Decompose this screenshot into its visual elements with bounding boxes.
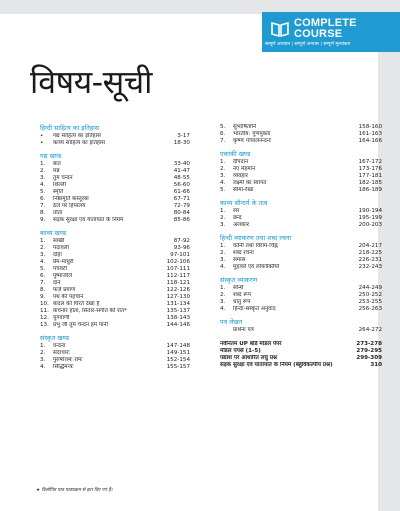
entry-title: सिद्धिमन्त्रः [53, 364, 74, 370]
entry-title: मॉडल पेपर्स (1-5) [220, 348, 261, 354]
section-heading: एकांकी खण्ड [220, 150, 251, 158]
entry-title: दोहा [53, 252, 62, 258]
toc-entry [40, 252, 190, 259]
toc-entry [220, 292, 382, 299]
entry-number: 1. [40, 238, 46, 244]
entry-number: 3. [220, 299, 226, 305]
entry-title: प्रार्थना पत्र [233, 327, 254, 333]
entry-number: 1. [220, 208, 226, 214]
entry-title: फर्ज़ प्रयाण [53, 287, 76, 293]
toc-entry [220, 173, 382, 180]
toc-entry [220, 159, 382, 166]
entry-number: 12. [40, 315, 49, 321]
book-icon [270, 19, 290, 39]
entry-page-range: 152-154 [166, 357, 190, 363]
entry-number: 5. [40, 266, 46, 272]
entry-page-range: 256-263 [358, 306, 382, 312]
entry-title: सदाचारः [53, 350, 70, 356]
toc-entry [220, 222, 382, 229]
entry-title: शिल्ली [53, 182, 67, 188]
entry-title: रस [233, 208, 240, 214]
entry-title: काव्य साहित्य का इतिहास [53, 140, 106, 146]
toc-entry [220, 264, 382, 271]
entry-page-range: 177-181 [358, 173, 382, 179]
entry-page-range: 200-203 [358, 222, 382, 228]
entry-page-range: 127-130 [166, 294, 190, 300]
entry-title: धातु रूप [233, 299, 251, 305]
entry-title: साखी [53, 238, 65, 244]
entry-number: 2. [40, 168, 46, 174]
toc-entry [220, 138, 382, 145]
entry-title: पुष्पांजलि [53, 273, 72, 279]
toc-entry [40, 182, 190, 189]
entry-number: • [40, 140, 44, 146]
toc-entry [40, 315, 190, 322]
toc-entry [220, 215, 382, 222]
entry-title: सड़क सुरक्षा एवं यातायात के नियम (बहुविकल्पीय प्रश्न) [220, 362, 333, 368]
section-heading: संस्कृत खण्ड [40, 334, 70, 342]
toc-section [40, 229, 190, 329]
toc-entry [220, 187, 382, 194]
entry-number: 8. [40, 287, 46, 293]
toc-section [40, 152, 190, 224]
entry-page-range: 149-151 [166, 350, 190, 356]
entry-title: ठेले पर हिमालय [53, 203, 86, 209]
entry-title: प्रभु जी तुम चन्दन हम पानी [53, 322, 108, 328]
toc-entry [40, 308, 190, 315]
entry-page-range: 182-185 [358, 180, 382, 186]
entry-number: 4. [220, 180, 226, 186]
entry-title: प्रेम-माधुरी [53, 259, 74, 265]
entry-number: 3. [40, 357, 46, 363]
entry-number: 1. [40, 161, 46, 167]
entry-number: 5. [40, 189, 46, 195]
entry-title: सीमा-रेखा [233, 187, 254, 193]
toc-entry [40, 273, 190, 280]
toc-entry [40, 294, 190, 301]
brand-title: COMPLETE COURSE [294, 17, 357, 40]
entry-page-range: 80-84 [173, 210, 190, 216]
entry-title: सड़क सुरक्षा एवं यातायात के नियम [53, 217, 124, 223]
toc-entry [40, 287, 190, 294]
toc-entry [40, 196, 190, 203]
entry-page-range: 310 [370, 362, 382, 368]
entry-number: 3. [220, 257, 226, 263]
entry-page-range: 250-252 [358, 292, 382, 298]
toc-section [40, 124, 190, 147]
entry-number [220, 327, 233, 334]
entry-page-range: 186-189 [358, 187, 382, 193]
entry-number: 3. [40, 252, 46, 258]
entry-title: लक्ष्मी का स्वागत [233, 180, 267, 186]
entry-page-range: 87-92 [173, 238, 190, 244]
entry-page-range: 299-309 [356, 355, 382, 361]
entry-page-range: 155-157 [166, 364, 190, 370]
entry-page-range: 158-160 [358, 124, 382, 130]
toc-entry [220, 180, 382, 187]
entry-page-range: 18-30 [173, 140, 190, 146]
toc-section [220, 318, 382, 334]
entry-number: • [40, 133, 44, 139]
brand-subtitle: सम्पूर्ण अध्ययन | सम्पूर्ण अभ्यास | सम्पूर्ण मूल्यांकन [265, 42, 351, 47]
toc-entry [40, 357, 190, 364]
entry-title: बादल को घिरते देखा है [53, 301, 100, 307]
entry-page-range: 56-60 [173, 182, 190, 188]
toc-entry [220, 348, 382, 355]
entry-title: दीपदान [233, 159, 249, 165]
entry-title: बात [53, 161, 61, 167]
entry-title: अलंकार [233, 222, 250, 228]
entry-number: 4. [220, 306, 226, 312]
toc-entry [220, 341, 382, 348]
toc-entry [40, 322, 190, 329]
brand-logo [262, 12, 400, 52]
entry-number: 2. [220, 215, 226, 221]
entry-number: 2. [220, 292, 226, 298]
entry-page-range: 107-111 [166, 266, 190, 272]
section-heading: काव्य खण्ड [40, 229, 67, 237]
entry-number: 8. [40, 210, 46, 216]
entry-page-range: 195-199 [358, 215, 382, 221]
entry-page-range: 232-243 [358, 264, 382, 270]
entry-page-range: 161-163 [358, 131, 382, 137]
entry-title: हिन्दी-संस्कृत अनुवाद [233, 306, 276, 312]
entry-title: समास [233, 257, 246, 263]
entry-number: 3. [220, 173, 226, 179]
entry-page-range: 253-255 [358, 299, 382, 305]
entry-number: 6. [220, 131, 226, 137]
entry-page-range: 218-225 [358, 250, 382, 256]
toc-entry [40, 161, 190, 168]
entry-page-range: 48-55 [173, 175, 190, 181]
entry-title: पदावली [53, 245, 69, 251]
entry-number: 7. [40, 203, 46, 209]
entry-title: गद्य साहित्य का इतिहास [53, 133, 101, 139]
toc-entry [220, 131, 382, 138]
entry-number: 13. [40, 322, 49, 328]
entry-page-range: 135-137 [166, 308, 190, 314]
toc-entry [40, 364, 190, 371]
entry-page-range: 190-194 [358, 208, 382, 214]
entry-number: 1. [220, 285, 226, 291]
entry-number: 2. [220, 166, 226, 172]
entry-title: युगवाणी [53, 315, 70, 321]
entry-title: कृष्णः गोपालनन्दनः [233, 138, 272, 144]
entry-title: मुहावरे एवं लोकोक्तियाँ [233, 264, 280, 270]
entry-page-range: 85-86 [173, 217, 190, 223]
entry-title: छन्द [233, 215, 242, 221]
toc-entry [220, 124, 382, 131]
entry-title: वर्तनी तथा विराम-चिह्न [233, 243, 278, 249]
entry-page-range: 112-117 [166, 273, 190, 279]
entry-title: पुरुषोत्तमः रामः [53, 357, 83, 363]
entry-page-range: 3-17 [177, 133, 190, 139]
entry-number: 7. [220, 138, 226, 144]
entry-number: 4. [40, 364, 46, 370]
entry-title: शब्द रूप [233, 292, 251, 298]
toc-entry [40, 259, 190, 266]
toc-section [220, 234, 382, 271]
toc-section [220, 276, 382, 313]
section-heading: हिन्दी व्याकरण तथा शब्द रचना [220, 234, 292, 242]
entry-title: दान [53, 280, 61, 286]
entry-title: पद्यांश पर आधारित लघु प्रश्न [220, 355, 277, 361]
entry-number: 5. [220, 187, 226, 193]
entry-page-range: 72-79 [173, 203, 190, 209]
entry-number: 6. [40, 273, 46, 279]
entry-number: 11. [40, 308, 49, 314]
toc-entry [40, 245, 190, 252]
section-heading: गद्य खण्ड [40, 152, 62, 160]
section-heading: पत्र लेखन [220, 318, 243, 326]
entry-page-range: 61-66 [173, 189, 190, 195]
page-title: विषय-सूची [30, 63, 152, 101]
entry-number: 4. [40, 259, 46, 265]
entry-title: नवीनतम UP बोर्ड मॉडल पेपर [220, 341, 282, 347]
entry-title: व्यवहार [233, 173, 248, 179]
toc-entry [40, 266, 190, 273]
toc-entry [220, 243, 382, 250]
entry-title: नए मेहमान [233, 166, 256, 172]
entry-page-range: 279-295 [356, 348, 382, 354]
entry-title: निष्ठामूर्ति कस्तूरबा [53, 196, 89, 202]
toc-entry [40, 301, 190, 308]
toc-section [40, 334, 190, 371]
entry-number: 4. [220, 264, 226, 270]
entry-title: शब्द रचना [233, 250, 254, 256]
entry-page-range: 173-176 [358, 166, 382, 172]
entry-title: मन्न [53, 168, 60, 174]
entry-page-range: 144-146 [166, 322, 190, 328]
entry-number: 6. [40, 196, 46, 202]
entry-title: सन्धि [233, 285, 244, 291]
toc-entry [220, 327, 382, 334]
section-heading: संस्कृत व्याकरण [220, 276, 258, 284]
toc-entry [40, 350, 190, 357]
toc-entry [220, 208, 382, 215]
entry-page-range: 164-166 [358, 138, 382, 144]
toc-left-column [40, 124, 190, 376]
toc-entry [40, 203, 190, 210]
entry-title: वन्दना [53, 343, 66, 349]
entry-page-range: 147-148 [166, 343, 190, 349]
entry-number: 1. [40, 343, 46, 349]
toc-right-column [220, 124, 382, 374]
toc-entry [40, 238, 190, 245]
entry-page-range: 131-134 [166, 301, 190, 307]
entry-number: 1. [220, 243, 226, 249]
entry-title: तोता [53, 210, 63, 216]
entry-page-range: 97-101 [170, 252, 190, 258]
entry-number: 3. [220, 222, 226, 228]
toc-entry [40, 175, 190, 182]
entry-title: भारतीय: गुणमुक्ता [233, 131, 271, 137]
entry-page-range: 264-272 [358, 327, 382, 333]
entry-title: पंचवटी [53, 266, 68, 272]
entry-title: सुभाषितानि [233, 124, 257, 130]
entry-page-range: 138-143 [166, 315, 190, 321]
entry-page-range: 67-71 [173, 196, 190, 202]
section-heading: हिन्दी साहित्य का इतिहास [40, 124, 100, 132]
toc-entry [40, 217, 190, 224]
entry-page-range: 102-106 [166, 259, 190, 265]
toc-entry [40, 140, 190, 147]
toc-entry [40, 133, 190, 140]
toc-entry [220, 362, 382, 369]
entry-number: 2. [220, 250, 226, 256]
entry-page-range: 167-172 [358, 159, 382, 165]
entry-number: 9. [40, 294, 46, 300]
toc-entry [220, 299, 382, 306]
toc-entry [40, 210, 190, 217]
entry-page-range: 226-231 [358, 257, 382, 263]
entry-page-range: 204-217 [358, 243, 382, 249]
entry-title: पथ की पहचान [53, 294, 84, 300]
entry-number: 2. [40, 350, 46, 356]
entry-number: 3. [40, 175, 46, 181]
toc-entry [220, 166, 382, 173]
entry-title: तुम चन्दन [53, 175, 73, 181]
entry-number: 5. [220, 124, 226, 130]
toc-section [220, 150, 382, 194]
entry-title: कचनार होता, सितार-संगीत की रात* [53, 308, 127, 314]
toc-entry [220, 250, 382, 257]
entry-number: 1. [220, 159, 226, 165]
entry-number: 10. [40, 301, 49, 307]
section-heading: काव्य सौन्दर्य के तत्व [220, 199, 268, 207]
toc-section [220, 199, 382, 229]
entry-page-range: 41-47 [173, 168, 190, 174]
entry-page-range: 33-40 [173, 161, 190, 167]
entry-page-range: 244-249 [358, 285, 382, 291]
toc-entry [220, 285, 382, 292]
toc-entry [220, 306, 382, 313]
entry-page-range: 93-96 [173, 245, 190, 251]
toc-entry [220, 257, 382, 264]
entry-number: 9. [40, 217, 46, 223]
toc-entry [220, 355, 382, 362]
footnote: ★ विलोपित पाठ पाठ्यक्रम से हटा दिए गए हैं। [36, 488, 113, 493]
entry-page-range: 273-278 [356, 341, 382, 347]
toc-section [220, 124, 382, 145]
entry-number: 2. [40, 245, 46, 251]
entry-page-range: 118-121 [166, 280, 190, 286]
toc-extra-section [220, 341, 382, 369]
toc-entry [40, 189, 190, 196]
toc-entry [40, 280, 190, 287]
entry-number: 7. [40, 280, 46, 286]
toc-entry [40, 343, 190, 350]
entry-number: 4. [40, 182, 46, 188]
entry-title: स्मृति [53, 189, 64, 195]
entry-page-range: 122-126 [166, 287, 190, 293]
toc-entry [40, 168, 190, 175]
